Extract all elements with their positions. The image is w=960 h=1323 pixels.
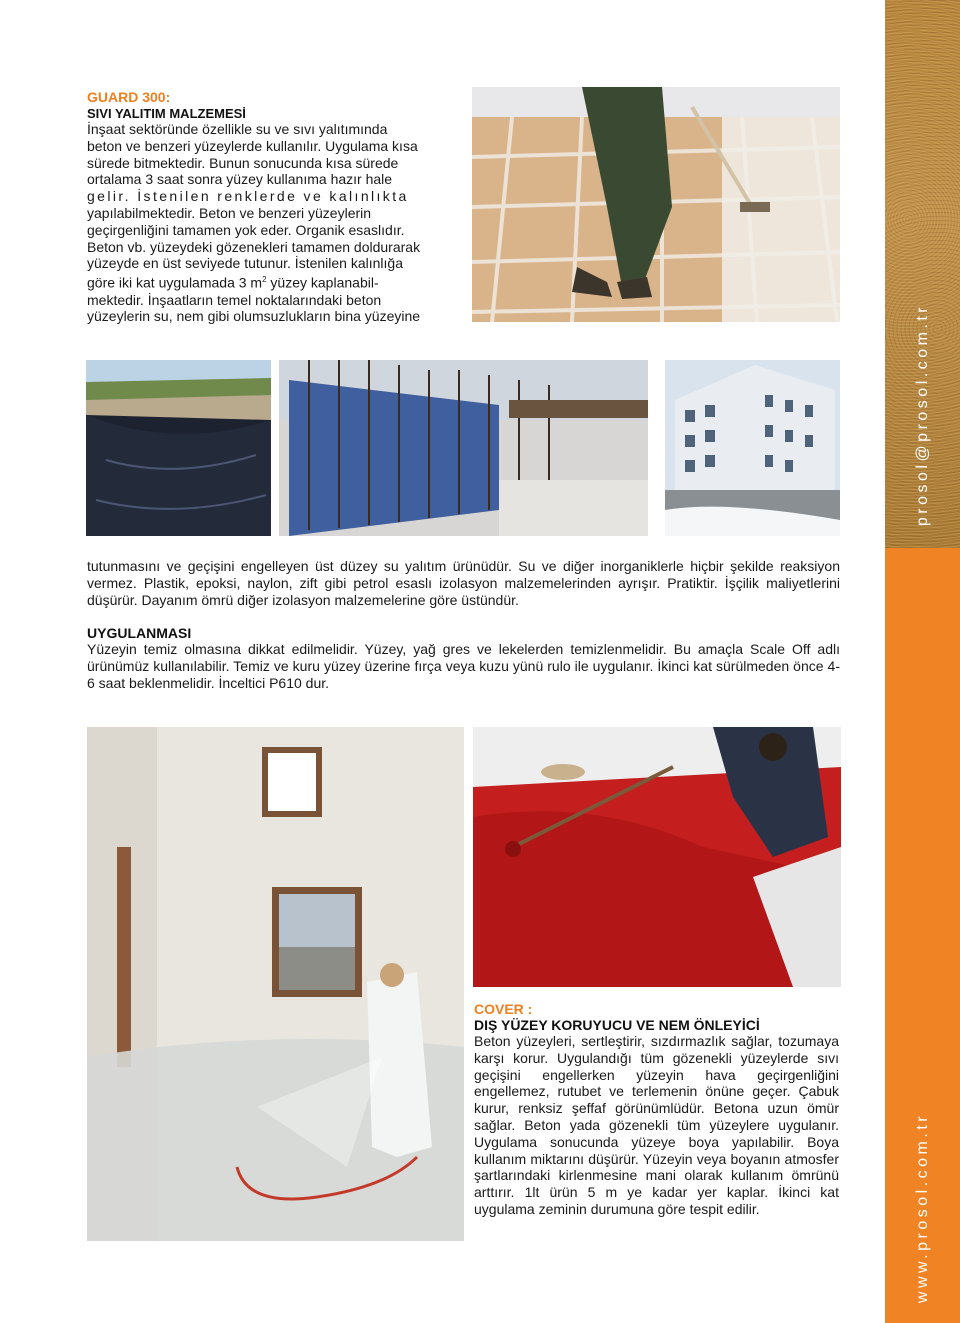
guard-intro-line: beton ve benzeri yüzeylerde kullanılır. Uygulama kısa bbox=[87, 137, 418, 154]
application-section bbox=[87, 625, 840, 691]
cover-subtitle: DIŞ YÜZEY KORUYUCU VE NEM ÖNLEYİCİ bbox=[474, 1017, 760, 1033]
application-title: UYGULANMASI bbox=[87, 625, 192, 641]
cover-text: Beton yüzeyleri, sertleştirir, sızdırmazlık sağlar, tozumaya karşı korur. Uygulandığı tüm gözenekli yüzeylerde sıvı geçişini engellerken yüzeyin hava geçirgenliğini engellemez, rutubet ve terlemenin önüne geçer. Çabuk kurur, renksiz şeffaf görünümlüdür. Betona uzun ömür sağlar. Beton yada gözenekli tüm yüzeylere uygulanır. Uygulama sonucunda yüzeye boya yapılabilir. Boya kullanım miktarını düşürür. Yüzeyin veya boyanın atmosfer şartlarındaki kirlenmesine mani olarak kullanım ömrünü arttırır. 1lt ürün 5 m ye kadar yer kaplar. İkinci kat uygulama zeminin durumuna göre tespit edilir. bbox=[474, 1033, 839, 1217]
guard-section bbox=[87, 89, 447, 325]
guard-continuation: tutunmasını ve geçişini engelleyen üst düzey su yalıtım ürünüdür. Su ve diğer inorganiklerle hiçbir şekilde reaksiyon vermez. Plastik, epoksi, naylon, zift gibi petrol esaslı izolasyon malzemelerinden ayrışır. Pratiktir. İşçilik maliyetlerini düşürür. Dayanım ömrü diğer izolasyon malzemelerine göre üstündür. bbox=[87, 558, 840, 608]
guard-title: GUARD 300: bbox=[87, 89, 171, 105]
guard-intro-line: Beton vb. yüzeydeki gözenekleri tamamen doldurarak bbox=[87, 238, 421, 255]
sidebar-website[interactable]: www.prosol.com.tr bbox=[913, 1112, 931, 1304]
cover-section bbox=[474, 1001, 839, 1218]
guard-m2-line bbox=[87, 272, 447, 291]
guard-intro bbox=[87, 121, 447, 325]
sidebar-email[interactable]: prosol@prosol.com.tr bbox=[913, 303, 931, 527]
guard-intro-line: ortalama 3 saat sonra yüzey kullanıma hazır hale bbox=[87, 171, 393, 188]
guard-intro-line: İnşaat sektöründe özellikle su ve sıvı yalıtımında bbox=[87, 121, 388, 137]
photo-red-coating bbox=[473, 727, 841, 987]
photo-interior-spraying bbox=[87, 727, 464, 1241]
guard-intro-line: yüzeylerin su, nem gibi olumsuzlukların bina yüzeyine bbox=[87, 308, 421, 325]
guard-intro-line: gelir. İstenilen renklerde ve kalınlıkta bbox=[87, 188, 409, 205]
m2-post: yüzey kaplanabil- bbox=[266, 274, 379, 291]
guard-intro-line: mektedir. İnşaatların temel noktalarındaki beton bbox=[87, 291, 382, 308]
photo-building bbox=[665, 360, 840, 536]
photo-foundation-wall bbox=[279, 360, 648, 536]
sidebar-gold-band bbox=[885, 0, 960, 548]
guard-intro-line: geçirgenliğini tamamen yok eder. Organik esaslıdır. bbox=[87, 221, 405, 238]
photo-roof-coating bbox=[472, 87, 840, 322]
guard-intro-line: sürede bitmektedir. Bunun sonucunda kısa sürede bbox=[87, 154, 399, 171]
m2-sup: 2 bbox=[262, 275, 267, 285]
m2-pre: göre iki kat uygulamada 3 m bbox=[87, 274, 263, 291]
guard-subtitle: SIVI YALITIM MALZEMESİ bbox=[87, 106, 246, 121]
application-text: Yüzeyin temiz olmasına dikkat edilmelidir. Yüzey, yağ gres ve lekelerden temizlenmelidir. Bu amaçla Scale Off adlı ürünümüz kullanılabilir. Temiz ve kuru yüzey üzerine fırça veya kuzu yünü rulo ile uygulanır. İkinci kat sürülmeden önce 4-6 saat beklenmelidir. İnceltici P610 dur. bbox=[87, 641, 840, 691]
guard-intro-line: yüzeyde en üst seviyede tutunur. İstenilen kalınlığa bbox=[87, 255, 403, 272]
cover-title: COVER : bbox=[474, 1001, 533, 1017]
photo-membrane-pond bbox=[86, 360, 271, 536]
guard-intro-line: yapılabilmektedir. Beton ve benzeri yüzeylerin bbox=[87, 204, 372, 221]
sidebar-orange-band bbox=[885, 548, 960, 1323]
